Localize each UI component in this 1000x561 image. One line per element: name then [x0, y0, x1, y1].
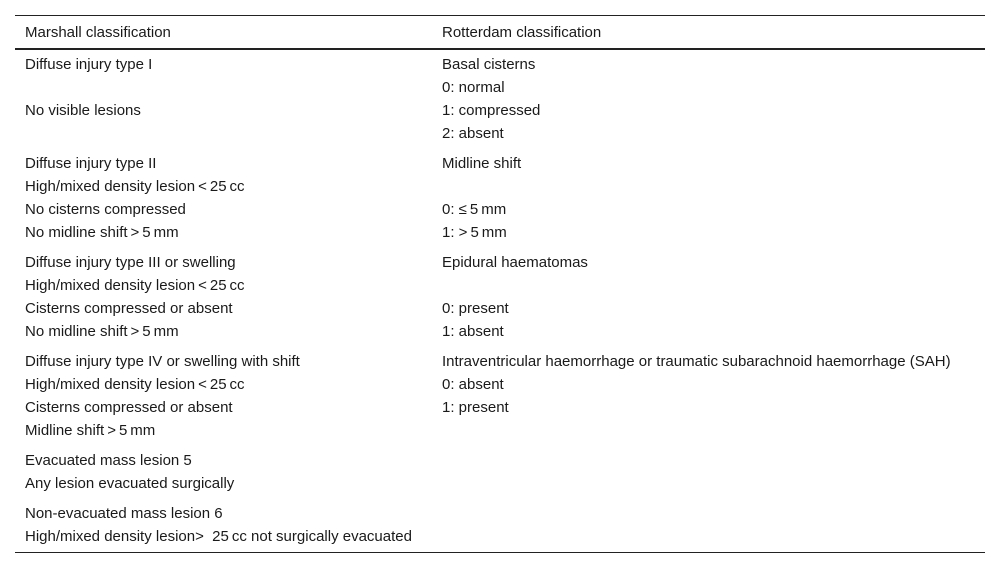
rotterdam-cell: [442, 53, 985, 145]
classification-table: [15, 15, 985, 553]
marshall-cell: [15, 502, 442, 548]
marshall-line: No midline shift > 5 mm: [25, 323, 179, 340]
rotterdam-line: [442, 473, 955, 494]
marshall-line: Diffuse injury type I: [25, 56, 153, 73]
rotterdam-line: 1: > 5 mm: [442, 224, 507, 241]
rotterdam-line: Basal cisterns: [442, 56, 536, 73]
marshall-line: No midline shift > 5 mm: [25, 224, 179, 241]
marshall-line: No cisterns compressed: [25, 201, 186, 218]
rotterdam-line: Midline shift: [442, 155, 522, 172]
marshall-cell: [15, 251, 442, 343]
marshall-line: High/mixed density lesion < 25 cc: [25, 178, 245, 195]
marshall-line: Diffuse injury type III or swelling: [25, 254, 236, 271]
marshall-cell: [15, 350, 442, 442]
rotterdam-line: [442, 450, 955, 471]
table-row-group: [15, 50, 985, 149]
header-marshall: Marshall classification: [25, 23, 171, 41]
marshall-cell: [15, 152, 442, 244]
rotterdam-line: 0: present: [442, 300, 509, 317]
rotterdam-line: Epidural haematomas: [442, 254, 588, 271]
rotterdam-cell: [442, 251, 985, 343]
rotterdam-line: 0: ≤ 5 mm: [442, 201, 507, 218]
rotterdam-cell: [442, 449, 985, 495]
marshall-line: Cisterns compressed or absent: [25, 300, 233, 317]
rotterdam-line: [442, 420, 955, 441]
rotterdam-line: 1: absent: [442, 323, 504, 340]
table-row-group: [15, 347, 985, 446]
rotterdam-line: 1: present: [442, 399, 509, 416]
marshall-cell: [15, 53, 442, 145]
rotterdam-line: 1: compressed: [442, 102, 541, 119]
rotterdam-line: Intraventricular haemorrhage or traumatic subarachnoid haemorrhage (SAH): [442, 353, 951, 370]
marshall-line: High/mixed density lesion < 25 cc: [25, 376, 245, 393]
marshall-line: Any lesion evacuated surgically: [25, 475, 235, 492]
rotterdam-line: [442, 275, 955, 296]
table-row-group: [15, 149, 985, 248]
rotterdam-line: [442, 503, 955, 524]
table-header: [15, 16, 985, 50]
rotterdam-cell: [442, 152, 985, 244]
marshall-cell: [15, 449, 442, 495]
marshall-line: Evacuated mass lesion 5: [25, 452, 192, 469]
table-row-group: [15, 446, 985, 499]
rotterdam-line: [442, 526, 955, 547]
rotterdam-line: [442, 176, 955, 197]
rotterdam-line: 0: absent: [442, 376, 504, 393]
rotterdam-cell: [442, 502, 985, 548]
marshall-line: No visible lesions: [25, 102, 141, 119]
header-rotterdam: Rotterdam classification: [442, 23, 602, 41]
marshall-line: Diffuse injury type II: [25, 155, 157, 172]
rotterdam-line: 0: normal: [442, 79, 505, 96]
marshall-line: [25, 77, 442, 98]
rotterdam-cell: [442, 350, 985, 442]
marshall-line: Cisterns compressed or absent: [25, 399, 233, 416]
marshall-line: High/mixed density lesion < 25 cc: [25, 277, 245, 294]
marshall-line: High/mixed density lesion> 25 cc not surgically evacuated: [25, 528, 412, 545]
marshall-line: Diffuse injury type IV or swelling with shift: [25, 353, 300, 370]
marshall-line: Non-evacuated mass lesion 6: [25, 505, 223, 522]
table-row-group: [15, 499, 985, 552]
marshall-line: [25, 123, 442, 144]
rotterdam-line: 2: absent: [442, 125, 504, 142]
marshall-line: Midline shift > 5 mm: [25, 422, 156, 439]
table-row-group: [15, 248, 985, 347]
